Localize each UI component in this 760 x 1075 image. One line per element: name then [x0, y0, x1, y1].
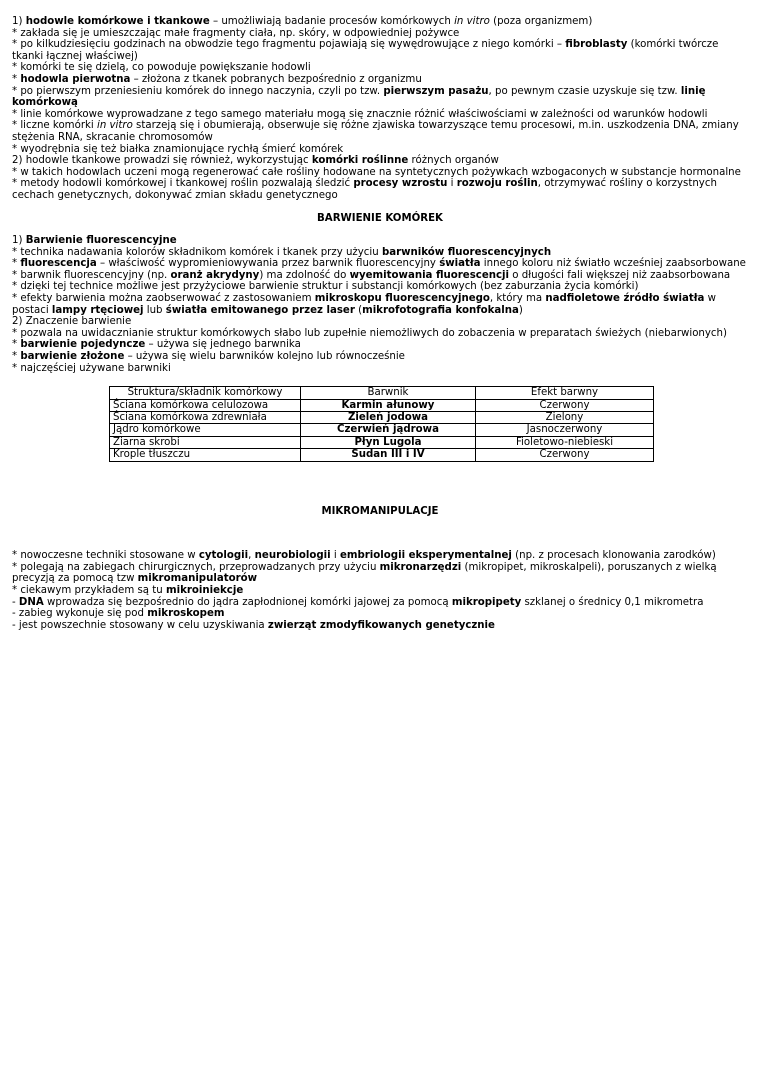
text-line [12, 74, 748, 86]
text-run: * ciekawym przykładem są tu [12, 585, 166, 597]
bold-term: fluorescencja [20, 258, 97, 270]
bold-term: barwników fluorescencyjnych [381, 246, 552, 258]
text-line [12, 247, 748, 259]
text-run: - jest powszechnie stosowany w celu uzyskiwania [12, 619, 268, 631]
text-run: ) ma zdolność do [259, 269, 350, 281]
structure-cell: Ściana komórkowa zdrewniała [110, 412, 301, 424]
text-run: lub [143, 304, 166, 316]
text-run: – złożona z tkanek pobranych bezpośrednio z organizmu [130, 73, 422, 85]
bold-term: cytologii [198, 550, 249, 562]
staining-section [12, 235, 748, 374]
text-line [12, 270, 748, 282]
text-run: * [12, 339, 21, 351]
text-run: * pozwala na uwidacznianie struktur komórkowych słabo lub zupełnie niemożliwych do zobaczenia w preparatach świeżych (niebarwionych) [12, 327, 727, 339]
text-run: * efekty barwienia można zaobserwować z zastosowaniem [12, 293, 315, 305]
text-line [12, 281, 748, 293]
text-run: i [330, 550, 340, 562]
text-run: * po pierwszym przeniesieniu komórek do innego naczynia, czyli po tzw. [12, 85, 384, 97]
text-line [12, 86, 748, 109]
structure-cell: Ściana komórkowa celulozowa [110, 399, 301, 411]
bold-term: DNA [18, 596, 44, 608]
structure-cell: Krople tłuszczu [110, 449, 301, 461]
text-run: ) [518, 304, 523, 316]
text-run: * komórki te się dzielą, co powoduje powiększanie hodowli [12, 62, 311, 74]
text-line [12, 28, 748, 40]
color-effect-cell: Fioletowo-niebieski [476, 436, 654, 448]
bold-term: wyemitowania fluorescencji [349, 269, 510, 281]
dye-cell: Czerwień jądrowa [301, 424, 476, 436]
text-line [12, 620, 748, 632]
text-line [12, 316, 748, 328]
dye-cell: Płyn Lugola [301, 436, 476, 448]
text-line [12, 62, 748, 74]
text-line [12, 155, 748, 167]
text-run: 1) [12, 235, 26, 247]
table-row [110, 399, 654, 411]
text-run: (mikropipet, mikroskalpeli), poruszanych z wielką precyzją za pomocą tzw [12, 561, 717, 585]
bold-term: mikroiniekcje [165, 585, 244, 597]
text-line [12, 144, 748, 156]
text-run: * polegają na zabiegach chirurgicznych, przeprowadzanych przy użyciu [12, 561, 380, 573]
text-run: – używa się wielu barwników kolejno lub równocześnie [124, 351, 405, 363]
bold-term: barwienie pojedyncze [20, 339, 146, 351]
dye-table [109, 386, 654, 461]
text-line [12, 16, 748, 28]
color-effect-cell: Jasnoczerwony [476, 424, 654, 436]
text-run: (np. z procesach klonowania zarodków) [511, 550, 716, 562]
bold-term: procesy wzrostu [353, 178, 448, 190]
dye-cell: Sudan III i IV [301, 449, 476, 461]
bold-term: zwierząt zmodyfikowanych genetycznie [267, 619, 495, 631]
bold-term: mikrofotografia konfokalna [362, 304, 519, 316]
bold-term: neurobiologii [254, 550, 331, 562]
text-run: - [12, 596, 19, 608]
text-run: innego koloru niż światło wcześniej zaabsorbowane [480, 258, 746, 270]
text-line [12, 293, 748, 316]
text-run: szklanej o średnicy 0,1 mikrometra [521, 596, 704, 608]
bold-term: mikropipety [451, 596, 522, 608]
text-run: * dzięki tej technice możliwe jest przyżyciowe barwienie struktur i substancji komórkowych (bez zaburzania życia komórki) [12, 281, 639, 293]
text-run: , który ma [489, 293, 546, 305]
intro-section [12, 16, 748, 202]
bold-term: rozwoju roślin [456, 178, 538, 190]
color-effect-cell: Czerwony [476, 399, 654, 411]
italic-term: in vitro [454, 16, 490, 27]
bold-term: pierwszym pasażu [383, 85, 489, 97]
color-effect-cell: Czerwony [476, 449, 654, 461]
table-header-cell: Barwnik [301, 387, 476, 399]
text-run: * barwnik fluorescencyjny (np. [12, 269, 171, 281]
dye-cell: Zieleń jodowa [301, 412, 476, 424]
bold-term: oranż akrydyny [170, 269, 260, 281]
text-run: * zakłada się je umieszczając małe fragmenty ciała, np. skóry, w odpowiedniej pożywce [12, 27, 460, 39]
text-line [12, 562, 748, 585]
dye-cell: Karmin ałunowy [301, 399, 476, 411]
text-line [12, 167, 748, 179]
text-line [12, 597, 748, 609]
table-row [110, 424, 654, 436]
table-row [110, 436, 654, 448]
text-line [12, 339, 748, 351]
bold-term: hodowle komórkowe i tkankowe [25, 16, 210, 27]
text-run: * linie komórkowe wyprowadzane z tego samego materiału mogą się znacznie różnić właściwościami w zależności od warunków hodowli [12, 108, 708, 120]
text-run: - zabieg wykonuje się pod [12, 608, 148, 620]
color-effect-cell: Zielony [476, 412, 654, 424]
bold-term: mikromanipulatorów [137, 573, 258, 585]
bold-term: Barwienie fluorescencyjne [25, 235, 177, 247]
text-run: starzeją się i obumierają, obserwuje się różne zjawiska towarzyszące temu procesowi, m.in. uszkodzenia DNA, zmiany stężenia RNA, skracanie chromosomów [12, 120, 739, 143]
bold-term: światła emitowanego przez laser [165, 304, 355, 316]
text-run: – używa się jednego barwnika [145, 339, 301, 351]
bold-term: hodowla pierwotna [20, 73, 131, 85]
table-row [110, 412, 654, 424]
text-run: * [12, 351, 21, 363]
italic-term: in vitro [97, 120, 133, 132]
table-header-row [110, 387, 654, 399]
text-run: * liczne komórki [12, 120, 97, 132]
text-run: * nowoczesne techniki stosowane w [12, 550, 199, 562]
text-run: * w takich hodowlach uczeni mogą regenerować całe rośliny hodowane na syntetycznych pożywkach wzbogaconych w substancje hormonalne [12, 166, 741, 178]
bold-term: lampy rtęciowej [51, 304, 144, 316]
text-run: 2) Znaczenie barwienie [12, 316, 132, 328]
text-run: * po kilkudziesięciu godzinach na obwodzie tego fragmentu pojawiają się wywędrowujące z niego komórki – [12, 39, 566, 51]
structure-cell: Ziarna skrobi [110, 436, 301, 448]
text-run: , otrzymywać rośliny o korzystnych cechach genetycznych, dokonywać zmian składu genetycznego [12, 178, 717, 201]
text-run: o długości fali większej niż zaabsorbowana [509, 269, 731, 281]
text-run: * technika nadawania kolorów składnikom komórek i tkanek przy użyciu [12, 246, 382, 258]
bold-term: embriologii eksperymentalnej [339, 550, 512, 562]
table-row [110, 449, 654, 461]
text-run: 2) hodowle tkankowe prowadzi się również, wykorzystując [12, 155, 312, 167]
text-line [12, 363, 748, 375]
text-run: i [447, 178, 457, 190]
text-run: * wyodrębnia się też białka znamionujące rychłą śmierć komórek [12, 143, 344, 155]
text-run: (poza organizmem) [489, 16, 593, 27]
text-line [12, 235, 748, 247]
bold-term: nadfioletowe źródło światła [545, 293, 705, 305]
text-run: – umożliwiają badanie procesów komórkowych [209, 16, 455, 27]
section-title-barwienie: BARWIENIE KOMÓREK [317, 212, 443, 224]
text-run: 1) [12, 16, 26, 27]
bold-term: mikronarzędzi [379, 561, 462, 573]
text-run: , po pewnym czasie uzyskuje się tzw. [488, 85, 681, 97]
text-line [12, 550, 748, 562]
text-run: (komórki twórcze tkanki łącznej właściwej) [12, 39, 719, 62]
bold-term: barwienie złożone [20, 351, 125, 363]
text-run: ( [354, 304, 363, 316]
bold-term: fibroblasty [565, 39, 628, 51]
text-line [12, 178, 748, 201]
text-line [12, 39, 748, 62]
bold-term: mikroskopu fluorescencyjnego [314, 293, 490, 305]
text-run: , [248, 550, 255, 562]
micromanipulation-section [12, 550, 748, 631]
table-header-cell: Efekt barwny [476, 387, 654, 399]
text-line [12, 109, 748, 121]
text-run: – właściwość wypromieniowywania przez barwnik fluorescencyjny [96, 258, 440, 270]
text-line [12, 258, 748, 270]
text-run: * najczęściej używane barwniki [12, 362, 171, 374]
text-line [12, 120, 748, 143]
section-title-mikromanipulacje: MIKROMANIPULACJE [321, 505, 439, 517]
text-run: wprowadza się bezpośrednio do jądra zapłodnionej komórki jajowej za pomocą [43, 596, 452, 608]
text-run: * [12, 73, 21, 85]
bold-term: komórki roślinne [311, 155, 409, 167]
bold-term: mikroskopem [147, 608, 225, 620]
text-run: * metody hodowli komórkowej i tkankowej roślin pozwalają śledzić [12, 178, 354, 190]
table-header-cell: Struktura/składnik komórkowy [110, 387, 301, 399]
bold-term: linię komórkową [12, 85, 706, 109]
text-line [12, 608, 748, 620]
bold-term: światła [439, 258, 481, 270]
text-run: różnych organów [408, 155, 499, 167]
structure-cell: Jądro komórkowe [110, 424, 301, 436]
text-line [12, 328, 748, 340]
text-line [12, 351, 748, 363]
text-run: * [12, 258, 21, 270]
text-line [12, 585, 748, 597]
text-run: w postaci [12, 293, 717, 316]
